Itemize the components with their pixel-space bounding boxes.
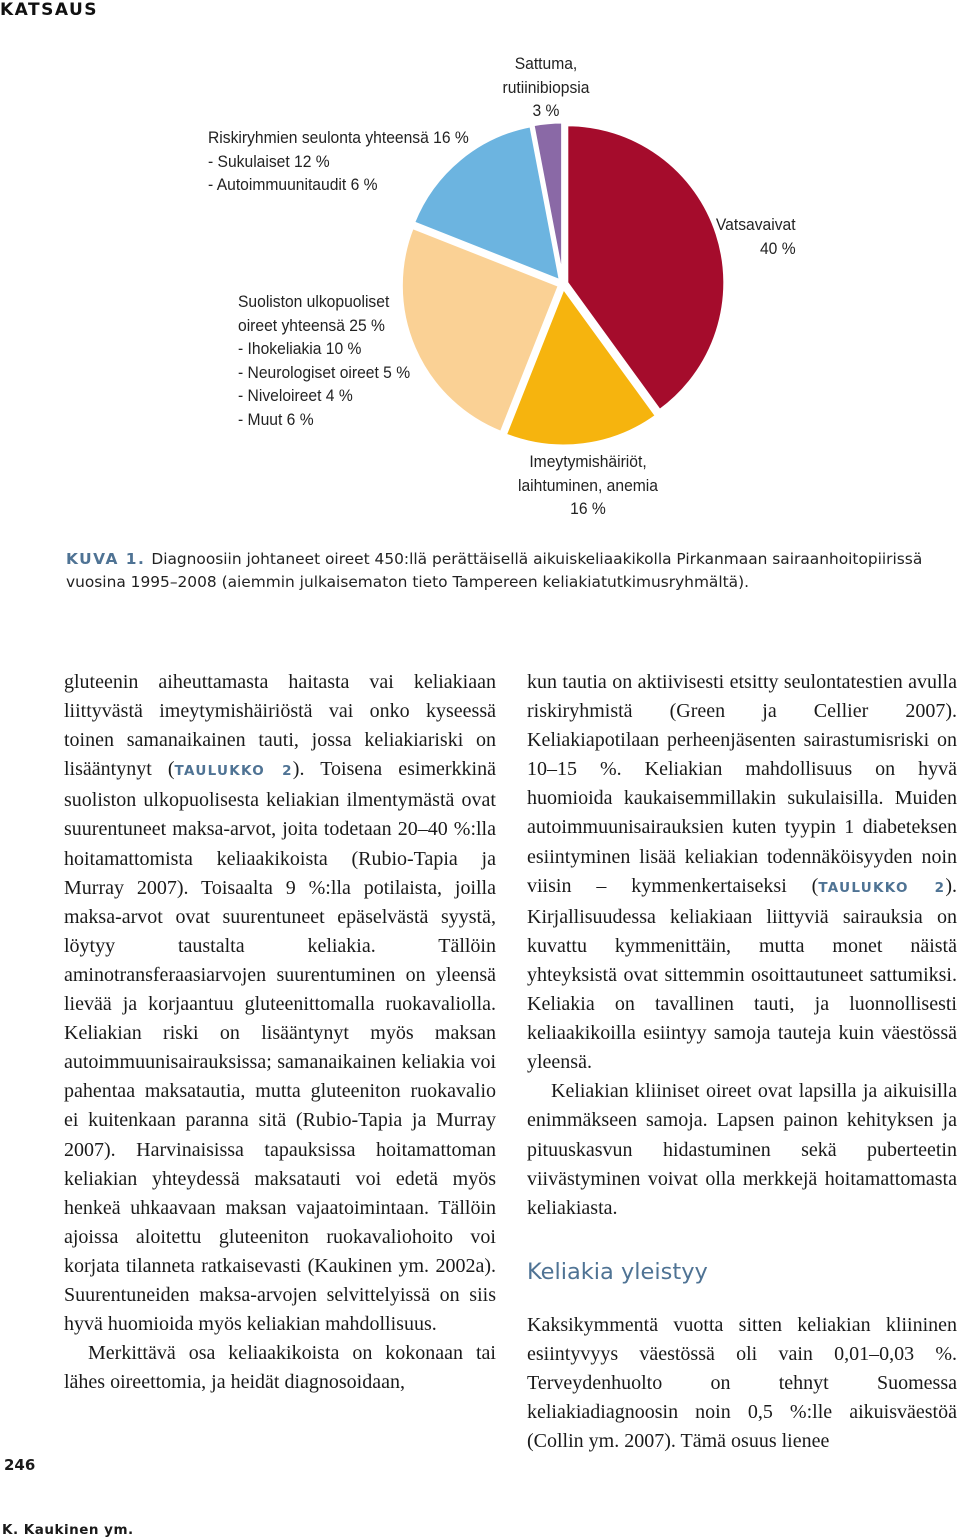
label-imeyt-line: Imeytymishäiriöt, xyxy=(529,452,647,471)
caption-label: KUVA 1. xyxy=(66,550,146,568)
label-riski xyxy=(208,126,469,197)
table-reference: TAULUKKO 2 xyxy=(174,763,293,780)
running-footer-author: K. Kaukinen ym. xyxy=(2,1522,134,1538)
paragraph: Merkittävä osa keliaakikoista on kokonaan tai lähes oireettomia, ja heidät diagnosoidaan, xyxy=(64,1342,496,1394)
paragraph: Keliakian kliiniset oireet ovat lapsilla ja aikuisilla enimmäkseen samoja. Lapsen painon kehityksen ja pituuskasvun hidastuminen sekä puberteetin viivästyminen voivat olla merkkejä hoitamattomasta keliakiasta. xyxy=(527,1080,957,1219)
label-imeyt-line: laihtuminen, anemia xyxy=(518,475,658,495)
label-suolisto-line: - Ihokeliakia 10 % xyxy=(238,339,362,358)
label-sattuma-line: 3 % xyxy=(532,101,560,120)
label-suolisto-line: - Neurologiset oireet 5 % xyxy=(238,362,411,382)
label-vatsa-line: 40 % xyxy=(759,238,796,258)
text: ). Kirjallisuudessa keliakiaan liittyviä sairauksia on kuvattu kymmenittäin, mutta monet näistä yhteyksistä ovat sittemmin osoittautuneet sattumiksi. Keliakia on tavallinen tauti, ja luonnollisesti keliaakikoilla esiintyy samoja tauteja kuin väestössä yleensä. xyxy=(527,874,957,1074)
text: ). Toisena esimerkkinä suoliston ulkopuolisesta keliakian ilmentymästä ovat suurentuneet maksa-arvot, joita todetaan 20–40 %:lla hoitamattomista keliaakikoista (Rubio-Tapia ja Murray 2007). Toisaalta 9 %:lla potilaista, joilla maksa-arvot ovat suurentuneet epäselvästä syystä, löytyy taustalta keliakia. Tällöin aminotransferaasiarvojen suurentuminen on yleensä lievää ja korjaantuu gluteenittomalla ruokavaliolla. Keliakian riski on lisääntynyt myös maksan autoimmuunisairauksissa; samanaikainen keliakia voi pahentaa maksatautia, mutta gluteeniton ruokavalio ei kuitenkaan paranna sitä (Rubio-Tapia ja Murray 2007). Harvinaisissa tapauksissa hoitamattoman keliakian yhteydessä maksatauti voi edetä myös henkeä uhkaavaan maksan vajaatoimintaan. Tällöin ajoissa aloitettu gluteeniton ruokavaliohoito voi korjata tilanneta ratkaisevasti (Kaukinen ym. 2002a). Suurentuneiden maksa-arvojen selvittelyissä on siis hyvä huomioida myös keliakian mahdollisuus. xyxy=(64,758,496,1336)
page-number: 246 xyxy=(4,1456,36,1474)
text: kun tautia on aktiivisesti etsitty seulontatestien avulla riskiryhmistä (Green ja Cellier 2007). Keliakiapotilaan perheenjäsenten sairastumisriski on 10–15 %. Keliakian mahdollisuus on hyvä huomioida kaukaisemmillakin sukulaisilla. Muiden autoimmuunisairauksien kuten tyypin 1 diabeteksen esiintyminen lisää keliakian todennäköisyyden noin viisin – kymmenkertaiseksi ( xyxy=(527,671,957,897)
label-vatsa-line: Vatsavaivat xyxy=(715,215,796,234)
caption-text: Diagnoosiin johtaneet oireet 450:llä perättäisellä aikuiskeliaakikolla Pirkanmaan sairaanhoitopiirissä vuosina 1995–2008 (aiemmin julkaisematon tieto Tampereen keliakiatutkimusryhmältä). xyxy=(66,550,923,591)
label-riski-line: - Sukulaiset 12 % xyxy=(208,151,330,171)
paragraph xyxy=(64,668,496,1339)
label-sattuma-line: rutiinibiopsia xyxy=(502,77,590,97)
paragraph: Kaksikymmentä vuotta sitten keliakian kliininen esiintyvyys väestössä oli vain 0,01–0,03 %. Terveydenhuolto on tehnyt Suomessa keliakiadiagnoosin noin 0,5 %:lle aikuisväestöä (Collin ym. 2007). Tämä osuus lienee xyxy=(527,1313,957,1453)
label-suolisto-line: - Muut 6 % xyxy=(238,409,314,429)
paragraph xyxy=(527,668,957,1077)
section-heading: Keliakia yleistyy xyxy=(527,1258,708,1285)
pie-chart xyxy=(0,40,960,530)
label-imeyt xyxy=(505,450,671,521)
label-riski-line: Riskiryhmien seulonta yhteensä 16 % xyxy=(208,128,469,147)
label-suolisto-line: oireet yhteensä 25 % xyxy=(238,315,385,335)
left-column xyxy=(64,668,496,1397)
text: gluteenin aiheuttamasta haitasta vai keliakiaan liittyvästä imeytymishäiriöstä vai onko kyseessä toinen samanaikainen tauti, jossa keliakiariski on lisääntynyt ( xyxy=(64,671,496,781)
label-suolisto-line: - Niveloireet 4 % xyxy=(238,386,353,405)
label-sattuma xyxy=(493,52,600,123)
label-riski-line: - Autoimmuunitaudit 6 % xyxy=(208,175,378,194)
table-reference: TAULUKKO 2 xyxy=(818,879,946,896)
label-suolisto-line: Suoliston ulkopuoliset xyxy=(238,292,390,311)
label-imeyt-line: 16 % xyxy=(570,499,606,518)
figure-caption xyxy=(66,548,956,594)
pie-svg xyxy=(0,40,960,530)
section-tag: KATSAUS xyxy=(0,0,99,20)
right-column xyxy=(527,668,957,1456)
label-vatsa xyxy=(694,213,795,260)
label-sattuma-line: Sattuma, xyxy=(514,54,578,73)
label-suolisto xyxy=(238,290,410,431)
